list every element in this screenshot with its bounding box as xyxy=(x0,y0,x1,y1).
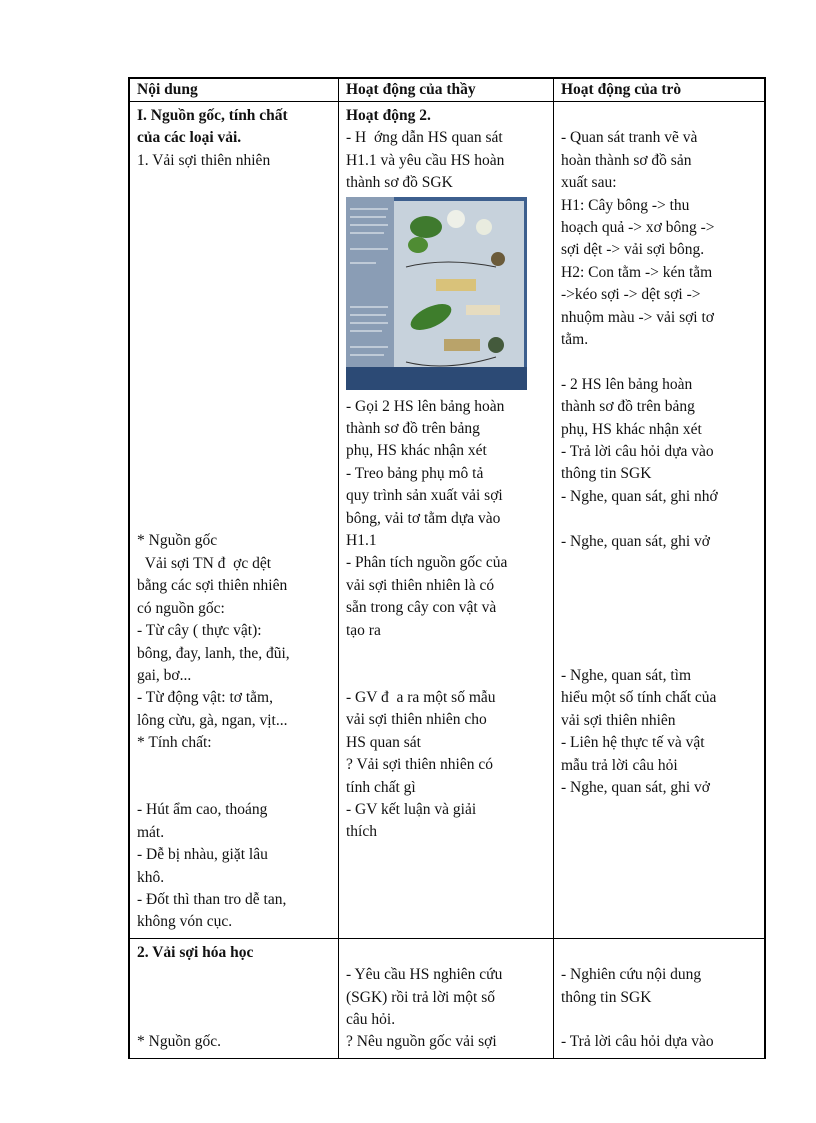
text-line xyxy=(137,777,330,799)
text-line xyxy=(346,642,545,664)
text-line: H1: Cây bông -> thu xyxy=(561,196,690,214)
section-synthetic-fabric-row xyxy=(130,939,764,1059)
text-line: - Quan sát tranh vẽ và xyxy=(561,129,698,147)
text-line: - Đốt thì than tro dễ tan, xyxy=(137,890,287,908)
text-line xyxy=(561,942,756,964)
text-line: thông tin SGK xyxy=(561,465,652,483)
text-line xyxy=(561,351,756,373)
text-line: sợi dệt -> vải sợi bông. xyxy=(561,241,705,259)
text-line xyxy=(137,239,330,261)
text-line xyxy=(137,351,330,373)
text-line: sẵn trong cây con vật và xyxy=(346,599,497,617)
text-line: tạo ra xyxy=(346,621,381,639)
text-line xyxy=(346,664,545,686)
text-line xyxy=(137,329,330,351)
text-line: (SGK) rồi trả lời một số xyxy=(346,988,495,1006)
header-student-activity: Hoạt động của trò xyxy=(561,81,682,98)
text-line: gai, bơ... xyxy=(137,666,192,684)
text-line: H2: Con tằm -> kén tằm xyxy=(561,263,713,281)
text-line: - GV kết luận và giải xyxy=(346,800,477,818)
text-line: tính chất gì xyxy=(346,778,416,796)
student-lines xyxy=(561,105,756,799)
student-cell xyxy=(554,939,764,1058)
text-line: - H ớng dẫn HS quan sát xyxy=(346,129,503,147)
text-line xyxy=(346,942,545,964)
text-line: thành sơ đồ trên bảng xyxy=(561,398,695,416)
text-line: bông, vải tơ tằm dựa vào xyxy=(346,509,501,527)
text-line xyxy=(561,643,756,665)
text-line: - GV đ a ra một số mẫu xyxy=(346,688,496,706)
text-line: ? Nêu nguồn gốc vải sợi xyxy=(346,1033,497,1051)
text-line: - Nghiên cứu nội dung xyxy=(561,966,702,984)
text-line xyxy=(561,553,756,575)
text-line: thích xyxy=(346,823,377,841)
content-lines xyxy=(137,942,330,1054)
text-line: mát. xyxy=(137,823,165,841)
header-teacher-activity: Hoạt động của thầy xyxy=(339,79,554,101)
text-line: - Nghe, quan sát, ghi vở xyxy=(561,532,710,550)
textbook-diagram-image xyxy=(346,197,527,390)
text-line: quy trình sản xuất vải sợi xyxy=(346,487,503,505)
text-line xyxy=(137,508,330,530)
text-line xyxy=(137,987,330,1009)
text-line xyxy=(137,172,330,194)
text-line: thành sơ đồ trên bảng xyxy=(346,420,480,438)
text-line xyxy=(137,396,330,418)
student-lines xyxy=(561,942,756,1054)
text-line: bằng các sợi thiên nhiên xyxy=(137,577,288,595)
text-line: - Treo bảng phụ mô tả xyxy=(346,464,484,482)
content-lines xyxy=(137,105,330,934)
teacher-lines-bottom xyxy=(346,396,545,844)
text-line: phụ, HS khác nhận xét xyxy=(561,420,702,438)
text-line: hoàn thành sơ đồ sản xyxy=(561,151,692,169)
text-line xyxy=(137,755,330,777)
text-line: câu hỏi. xyxy=(346,1010,396,1028)
text-line: H1.1 và yêu cầu HS hoàn xyxy=(346,151,505,169)
text-line xyxy=(137,262,330,284)
text-line: vải sợi thiên nhiên là có xyxy=(346,576,495,594)
text-line: - Nghe, quan sát, ghi nhớ xyxy=(561,487,718,505)
text-line: của các loại vải. xyxy=(137,129,242,147)
text-line: HS quan sát xyxy=(346,733,421,751)
text-line: 2. Vải sợi hóa học xyxy=(137,943,254,961)
text-line: I. Nguồn gốc, tính chất xyxy=(137,107,288,124)
text-line xyxy=(137,486,330,508)
text-line xyxy=(137,284,330,306)
text-line: ? Vải sợi thiên nhiên có xyxy=(346,756,493,774)
text-line: * Tính chất: xyxy=(137,734,212,752)
text-line: phụ, HS khác nhận xét xyxy=(346,442,487,460)
text-line xyxy=(561,1009,756,1031)
text-line: ->kéo sợi -> dệt sợi -> xyxy=(561,286,701,304)
content-cell xyxy=(130,939,339,1058)
text-line xyxy=(561,575,756,597)
text-line: Hoạt động 2. xyxy=(346,107,431,124)
text-line: - Nghe, quan sát, tìm xyxy=(561,667,692,685)
text-line: - Hút ẩm cao, thoáng xyxy=(137,801,268,819)
text-line: * Nguồn gốc. xyxy=(137,1033,221,1051)
text-line: lông cừu, gà, ngan, vịt... xyxy=(137,711,288,729)
text-line: * Nguồn gốc xyxy=(137,532,218,550)
table-header-row xyxy=(130,79,764,102)
text-line: hiểu một số tính chất của xyxy=(561,689,717,707)
text-line: 1. Vải sợi thiên nhiên xyxy=(137,151,271,169)
text-line xyxy=(137,964,330,986)
header-content: Nội dung xyxy=(130,79,339,101)
text-line: - Từ cây ( thực vật): xyxy=(137,622,262,640)
text-line: - Trả lời câu hỏi dựa vào xyxy=(561,443,714,461)
text-line xyxy=(561,598,756,620)
section-natural-fabric-row xyxy=(130,102,764,939)
text-line: thành sơ đồ SGK xyxy=(346,174,453,192)
content-cell xyxy=(130,102,339,938)
text-line: không vón cục. xyxy=(137,913,233,931)
text-line: - Liên hệ thực tế và vật xyxy=(561,734,705,752)
text-line xyxy=(561,620,756,642)
text-line xyxy=(137,441,330,463)
text-line: bông, đay, lanh, the, đũi, xyxy=(137,644,290,662)
text-line: có nguồn gốc: xyxy=(137,599,225,617)
text-line: - Trả lời câu hỏi dựa vào xyxy=(561,1033,714,1051)
text-line: hoạch quả -> xơ bông -> xyxy=(561,219,715,237)
text-line: - Gọi 2 HS lên bảng hoàn xyxy=(346,397,505,415)
teacher-lines-top xyxy=(346,105,545,195)
text-line: - Từ động vật: tơ tằm, xyxy=(137,689,273,707)
text-line xyxy=(137,195,330,217)
text-line: mẫu trả lời câu hỏi xyxy=(561,756,678,774)
text-line: - Phân tích nguồn gốc của xyxy=(346,554,508,572)
text-line: - 2 HS lên bảng hoàn xyxy=(561,375,693,393)
text-line: xuất sau: xyxy=(561,174,617,192)
text-line xyxy=(137,1009,330,1031)
text-line: nhuộm màu -> vải sợi tơ xyxy=(561,308,714,326)
text-line xyxy=(137,217,330,239)
text-line: khô. xyxy=(137,868,165,886)
text-line xyxy=(137,307,330,329)
text-line: tằm. xyxy=(561,331,589,349)
text-line: vải sợi thiên nhiên cho xyxy=(346,711,487,729)
lesson-table xyxy=(128,77,766,1059)
text-line xyxy=(137,419,330,441)
text-line: Vải sợi TN đ ợc dệt xyxy=(137,554,272,572)
student-cell xyxy=(554,102,764,938)
text-line xyxy=(137,374,330,396)
text-line: H1.1 xyxy=(346,532,377,550)
text-line xyxy=(137,463,330,485)
text-line: - Yêu cầu HS nghiên cứu xyxy=(346,966,503,984)
text-line: thông tin SGK xyxy=(561,988,652,1006)
teacher-cell xyxy=(339,939,554,1058)
teacher-cell xyxy=(339,102,554,938)
text-line xyxy=(561,508,756,530)
text-line: - Dễ bị nhàu, giặt lâu xyxy=(137,846,268,864)
teacher-lines xyxy=(346,942,545,1054)
text-line: vải sợi thiên nhiên xyxy=(561,711,676,729)
text-line xyxy=(561,105,756,127)
text-line: - Nghe, quan sát, ghi vở xyxy=(561,779,710,797)
